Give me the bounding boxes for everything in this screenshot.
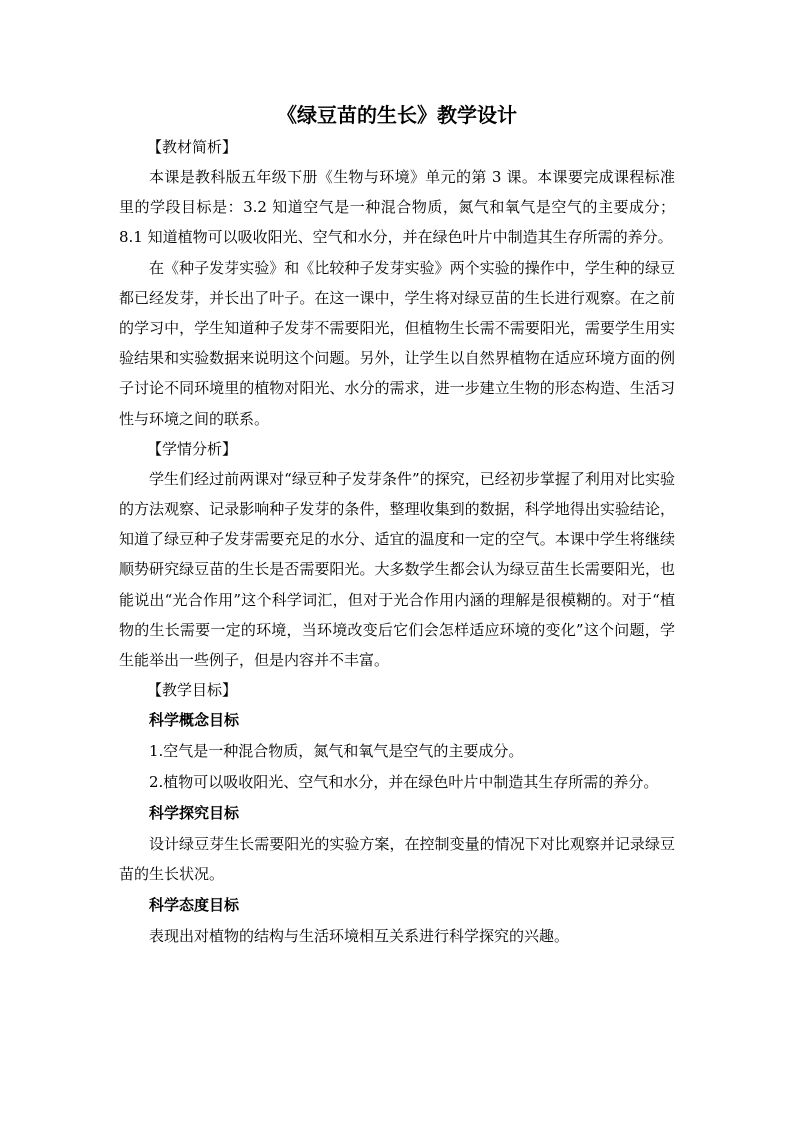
document-title: 《绿豆苗的生长》教学设计 bbox=[277, 103, 517, 127]
paragraph-textbook-analysis-1: 本课是教科版五年级下册《生物与环境》单元的第 3 课。本课要完成课程标准里的学段目标是：3.2 知道空气是一种混合物质，氮气和氧气是空气的主要成分；8.1 知道植物可以吸收阳光、空气和水分，并在绿色叶片中制造其生存所需的养分。 bbox=[119, 168, 675, 247]
paragraph-textbook-analysis-2: 在《种子发芽实验》和《比较种子发芽实验》两个实验的操作中，学生种的绿豆都已经发芽，并长出了叶子。在这一课中，学生将对绿豆苗的生长进行观察。在之前的学习中，学生知道种子发芽不需要阳光，但植物生长需不需要阳光，需要学生用实验结果和实验数据来说明这个问题。另外，让学生以自然界植物在适应环境方面的例子讨论不同环境里的植物对阳光、水分的需求，进一步建立生物的形态构造、生活习性与环境之间的联系。 bbox=[119, 258, 675, 428]
concept-goal-item-2: 2.植物可以吸收阳光、空气和水分，并在绿色叶片中制造其生存所需的养分。 bbox=[149, 773, 659, 792]
paragraph-attitude-goals: 表现出对植物的结构与生活环境相互关系进行科学探究的兴趣。 bbox=[149, 926, 570, 945]
subheading-inquiry-goals: 科学探究目标 bbox=[149, 804, 240, 823]
concept-goal-item-1: 1.空气是一种混合物质，氮气和氧气是空气的主要成分。 bbox=[149, 742, 524, 761]
section-heading-teaching-goals: 【教学目标】 bbox=[147, 681, 238, 700]
subheading-concept-goals: 科学概念目标 bbox=[149, 711, 240, 730]
paragraph-inquiry-goals: 设计绿豆芽生长需要阳光的实验方案，在控制变量的情况下对比观察并记录绿豆苗的生长状况。 bbox=[119, 835, 675, 884]
section-heading-textbook-analysis: 【教材简析】 bbox=[147, 138, 238, 156]
section-heading-learner-analysis: 【学情分析】 bbox=[147, 439, 238, 458]
subheading-attitude-goals: 科学态度目标 bbox=[149, 895, 240, 914]
paragraph-learner-analysis: 学生们经过前两课对“绿豆种子发芽条件”的探究，已经初步掌握了利用对比实验的方法观察、记录影响种子发芽的条件，整理收集到的数据，科学地得出实验结论，知道了绿豆种子发芽需要充足的水分、适宜的温度和一定的空气。本课中学生将继续顺势研究绿豆苗的生长是否需要阳光。大多数学生都会认为绿豆苗生长需要阳光，也能说出“光合作用”这个科学词汇，但对于光合作用内涵的理解是很模糊的。对于“植物的生长需要一定的环境，当环境改变后它们会怎样适应环境的变化”这个问题，学生能举出一些例子，但是内容并不丰富。 bbox=[119, 469, 675, 670]
document-page bbox=[119, 98, 675, 951]
